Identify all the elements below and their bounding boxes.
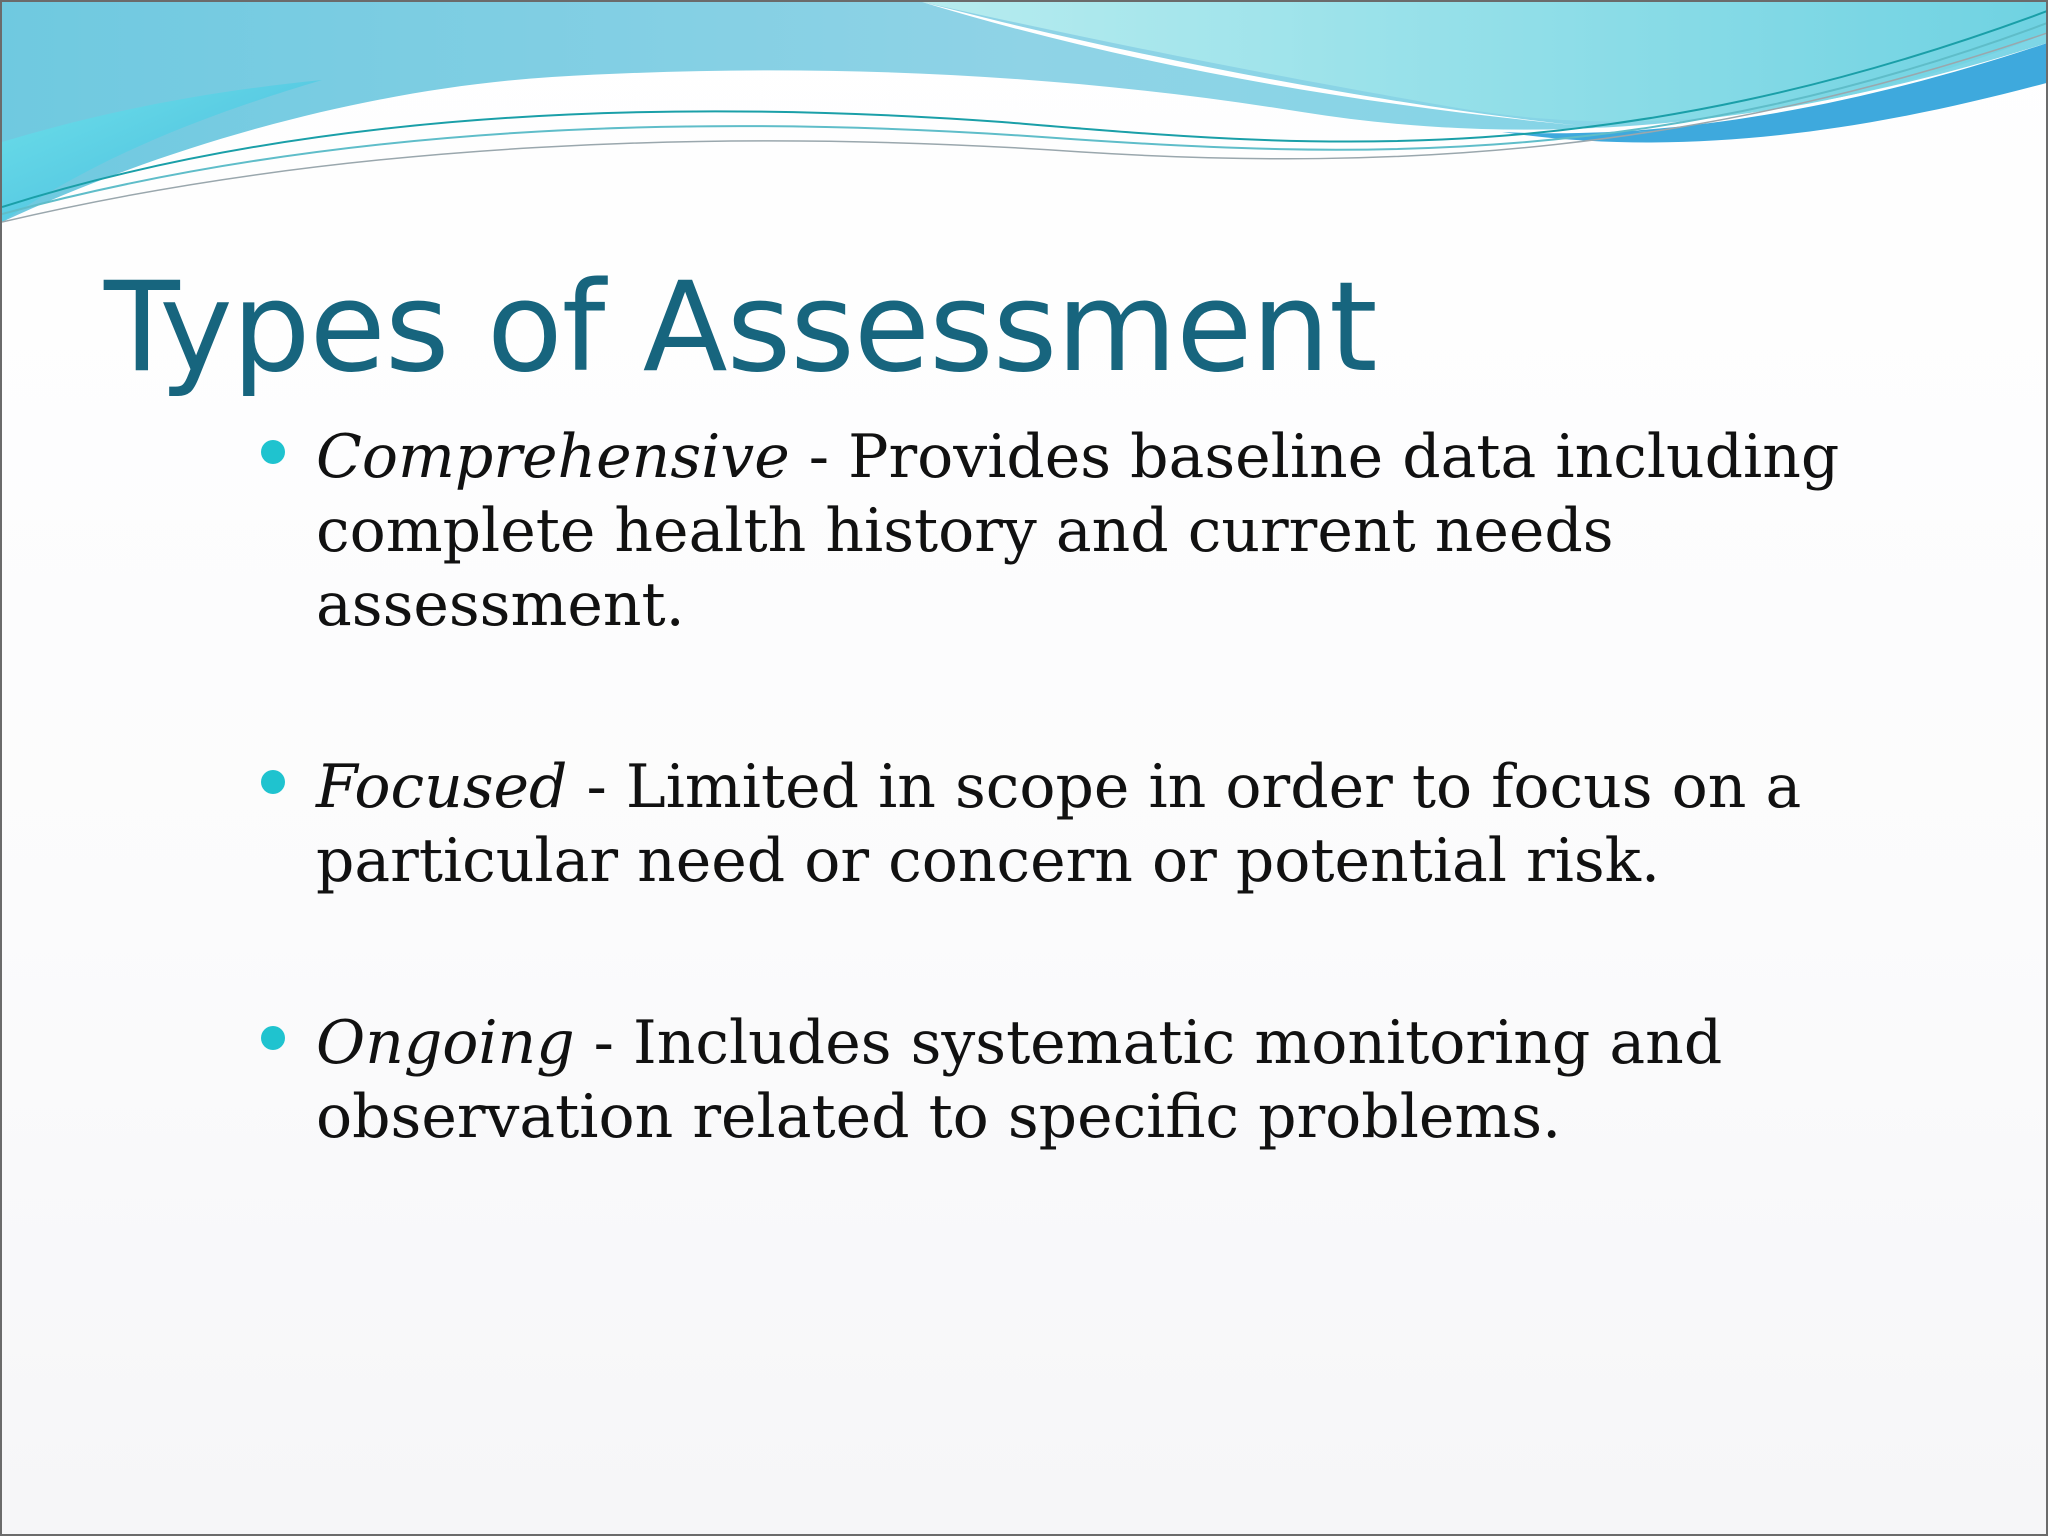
- bullet-dot-icon: [261, 440, 285, 464]
- bullet-dot-icon: [261, 770, 285, 794]
- bullet-term: Focused: [316, 752, 568, 822]
- wave-header-decoration: [2, 2, 2048, 242]
- bullet-term: Ongoing: [316, 1008, 575, 1078]
- bullet-item-ongoing: [252, 1006, 1992, 1154]
- bullet-description: - Includes systematic monitoring and observation related to specific problems.: [316, 1008, 1723, 1152]
- slide-title: Types of Assessment: [104, 256, 1377, 400]
- bullet-item-comprehensive: [252, 420, 1992, 642]
- bullet-description: - Limited in scope in order to focus on a particular need or concern or potential risk.: [316, 752, 1802, 896]
- bullet-description: - Provides baseline data including complete health history and current needs assessment.: [316, 422, 1840, 640]
- bullet-term: Comprehensive: [316, 422, 790, 492]
- bullet-item-focused: [252, 750, 1992, 898]
- bullet-dot-icon: [261, 1026, 285, 1050]
- bullet-list: [252, 420, 1992, 1262]
